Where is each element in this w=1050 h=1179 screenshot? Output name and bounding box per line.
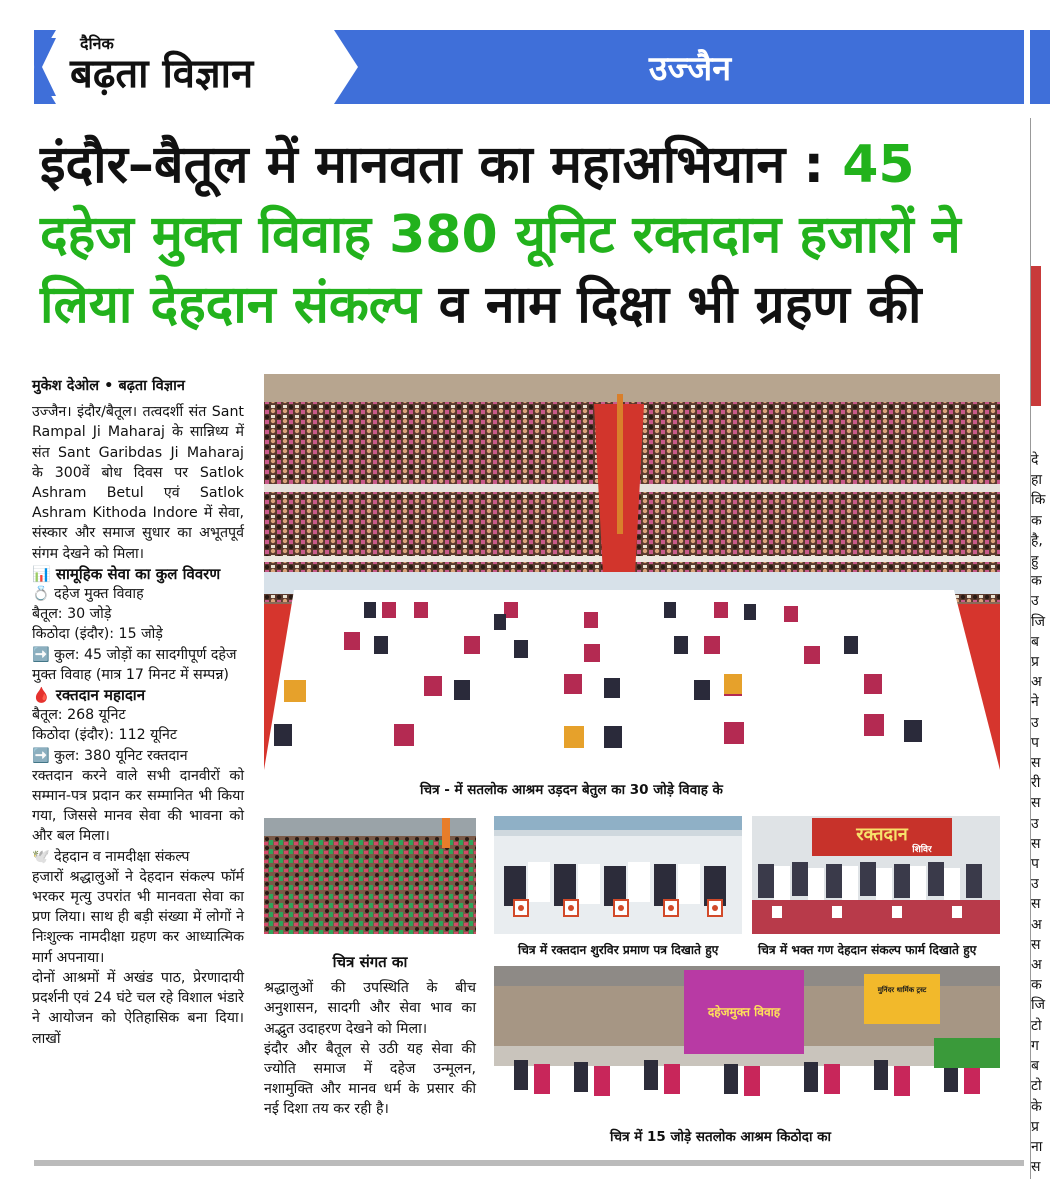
intro-paragraph: उज्जैन। इंदौर/बैतूल। तत्वदर्शी संत Sant Rampal Ji Maharaj के सान्निध्य में संत Sant Garibdas Ji Maharaj के 300वें बोध दिवस पर Satlok Ashram Betul एवं Satlok Ashram Kithoda Indore में सेवा, संस्कार और समाज सुधार का अभूतपूर्व संगम देखने को मिला। <box>32 404 244 562</box>
summary-heading: 📊 सामूहिक सेवा का कुल विवरण <box>32 564 221 583</box>
neighbour-fragment: है, <box>1031 532 1043 549</box>
neighbour-fragment: प्र <box>1031 1118 1039 1135</box>
neighbour-fragment: हु <box>1031 553 1039 570</box>
trust-banner-text: मुनिंदर धार्मिक ट्रस्ट <box>877 986 927 994</box>
neighbour-fragment: जि <box>1031 997 1046 1014</box>
neighbour-fragment: उ <box>1031 593 1039 610</box>
neighbour-fragment: ना <box>1031 1138 1043 1155</box>
kithoda-photo-caption: चित्र में 15 जोड़े सतलोक आश्रम किठोदा का <box>610 1129 832 1145</box>
body-photo-caption: चित्र में भक्त गण देहदान संकल्प फार्म दिखाते हुए <box>758 943 977 957</box>
neighbour-fragment: प <box>1031 856 1039 873</box>
blood-kithoda: किठोदा (इंदौर): 112 यूनिट <box>32 727 178 744</box>
neighbour-fragment: दे <box>1031 452 1039 468</box>
masthead-logo <box>34 30 358 104</box>
crowd-photo <box>264 818 476 934</box>
blood-donor-photo <box>494 816 742 934</box>
main-wedding-photo <box>264 374 1000 770</box>
neighbour-fragment: री <box>1031 775 1041 792</box>
kithoda-wedding-photo <box>494 966 1000 1120</box>
masthead-small-title: दैनिक <box>80 34 114 53</box>
column-2-paragraph-2: इंदौर और बैतूल से उठी यह सेवा की ज्योति समाज में दहेज उन्मूलन, नशामुक्ति और मानव धर्म के प्रसार की नई दिशा तय कर रही है। <box>264 1040 476 1118</box>
neighbour-fragment: टो <box>1031 1078 1042 1095</box>
neighbour-fragment: स <box>1031 835 1041 852</box>
bottom-rule <box>34 1160 1024 1166</box>
blood-camp-banner-subtext: शिविर <box>912 845 932 855</box>
kithoda-banner-text: दहेजमुक्त विवाह <box>707 1005 781 1019</box>
blood-total: ➡️ कुल: 380 यूनिट रक्तदान <box>32 747 188 764</box>
byline: मुकेश देओल • बढ़ता विज्ञान <box>32 378 185 394</box>
marriage-kithoda: किठोदा (इंदौर): 15 जोड़े <box>32 626 163 643</box>
neighbour-fragment: कि <box>1031 492 1046 509</box>
neighbour-photo-edge <box>1031 266 1041 406</box>
edition-city: उज्जैन <box>648 49 732 89</box>
masthead-edge-bar <box>1030 30 1050 104</box>
neighbour-fragment: जि <box>1031 613 1046 630</box>
article-column-1 <box>32 376 244 1049</box>
neighbour-fragment: हा <box>1031 472 1043 489</box>
main-photo-caption: चित्र - में सतलोक आश्रम उड़दन बेतुल का 30 जोड़े विवाह के <box>420 782 723 798</box>
neighbour-fragment: उ <box>1031 714 1039 731</box>
neighbour-fragment: प्र <box>1031 654 1039 671</box>
headline-part-1: इंदौर–बैतूल में मानवता का महाअभियान : <box>40 135 843 195</box>
neighbour-text-fragments <box>1031 450 1050 1177</box>
marriage-total: ➡️ कुल: 45 जोड़ों का सादगीपूर्ण दहेज मुक्त विवाह (मात्र 17 मिनट में सम्पन्न) <box>32 646 237 683</box>
headline-part-3: व नाम दिक्षा भी ग्रहण की <box>420 275 922 335</box>
blood-photo-caption: चित्र में रक्तदान शुरविर प्रमाण पत्र दिखाते हुए <box>518 943 719 957</box>
neighbour-fragment: स <box>1031 936 1041 953</box>
body-donation-paragraph: हजारों श्रद्धालुओं ने देहदान संकल्प फॉर्म भरकर मृत्यु उपरांत भी मानवता सेवा का प्रण लिया। साथ ही बड़ी संख्या में लोगों ने निःशुल्क नामदीक्षा ग्रहण कर आध्यात्मिक मार्ग अपनाया। <box>32 868 244 966</box>
column-2-paragraph-1: श्रद्धालुओं की उपस्थिति के बीच अनुशासन, सादगी और सेवा भाव का अद्भुत उदाहरण देखने को मिला। <box>264 980 476 1037</box>
blood-betul: बैतूल: 268 यूनिट <box>32 707 126 724</box>
neighbour-fragment: अ <box>1031 916 1042 933</box>
blood-paragraph: रक्तदान करने वाले सभी दानवीरों को सम्मान-पत्र प्रदान कर सम्मानित भी किया गया, जिससे मानव सेवा की भावना को और बल मिला। <box>32 767 244 845</box>
neighbour-fragment: उ <box>1031 815 1039 832</box>
headline-part-2: 45 दहेज मुक्त विवाह 380 यूनिट रक्तदान हजारों ने लिया देहदान संकल्प <box>40 135 961 335</box>
neighbour-fragment: प <box>1031 734 1039 751</box>
neighbour-fragment: क <box>1031 977 1042 994</box>
blood-camp-banner-text: रक्तदान <box>856 824 908 845</box>
column-2-heading: चित्र संगत का <box>332 953 408 971</box>
neighbour-fragment: क <box>1031 573 1042 590</box>
neighbour-fragment: स <box>1031 1159 1041 1176</box>
neighbour-fragment: के <box>1031 1098 1042 1115</box>
neighbour-fragment: स <box>1031 896 1041 913</box>
neighbour-fragment: ग <box>1031 1037 1039 1054</box>
body-donation-heading: 🕊️ देहदान व नामदीक्षा संकल्प <box>32 848 190 865</box>
ashram-paragraph: दोनों आश्रमों में अखंड पाठ, प्रेरणादायी प्रदर्शनी एवं 24 घंटे चल रहे विशाल भंडारे ने आयोजन को ऐतिहासिक बना दिया। लाखों <box>32 969 244 1047</box>
headline <box>40 130 1000 340</box>
neighbour-fragment: अ <box>1031 674 1042 691</box>
neighbour-fragment: अ <box>1031 957 1042 974</box>
neighbour-fragment: टो <box>1031 1017 1042 1034</box>
blood-heading: 🩸 रक्तदान महादान <box>32 686 146 705</box>
body-donation-photo <box>752 816 1000 934</box>
neighbour-fragment: क <box>1031 512 1042 529</box>
neighbour-fragment: ब <box>1031 1058 1039 1075</box>
neighbour-fragment: स <box>1031 795 1041 812</box>
masthead-title: बढ़ता विज्ञान <box>70 51 254 97</box>
neighbour-fragment: ब <box>1031 633 1039 650</box>
marriage-betul: बैतूल: 30 जोड़े <box>32 606 112 623</box>
neighbour-fragment: स <box>1031 755 1041 772</box>
article-column-2 <box>264 952 476 1120</box>
marriage-heading: 💍 दहेज मुक्त विवाह <box>32 586 144 603</box>
neighbouring-column-edge <box>1030 118 1050 1179</box>
neighbour-fragment: उ <box>1031 876 1039 893</box>
neighbour-fragment: ने <box>1031 694 1039 711</box>
